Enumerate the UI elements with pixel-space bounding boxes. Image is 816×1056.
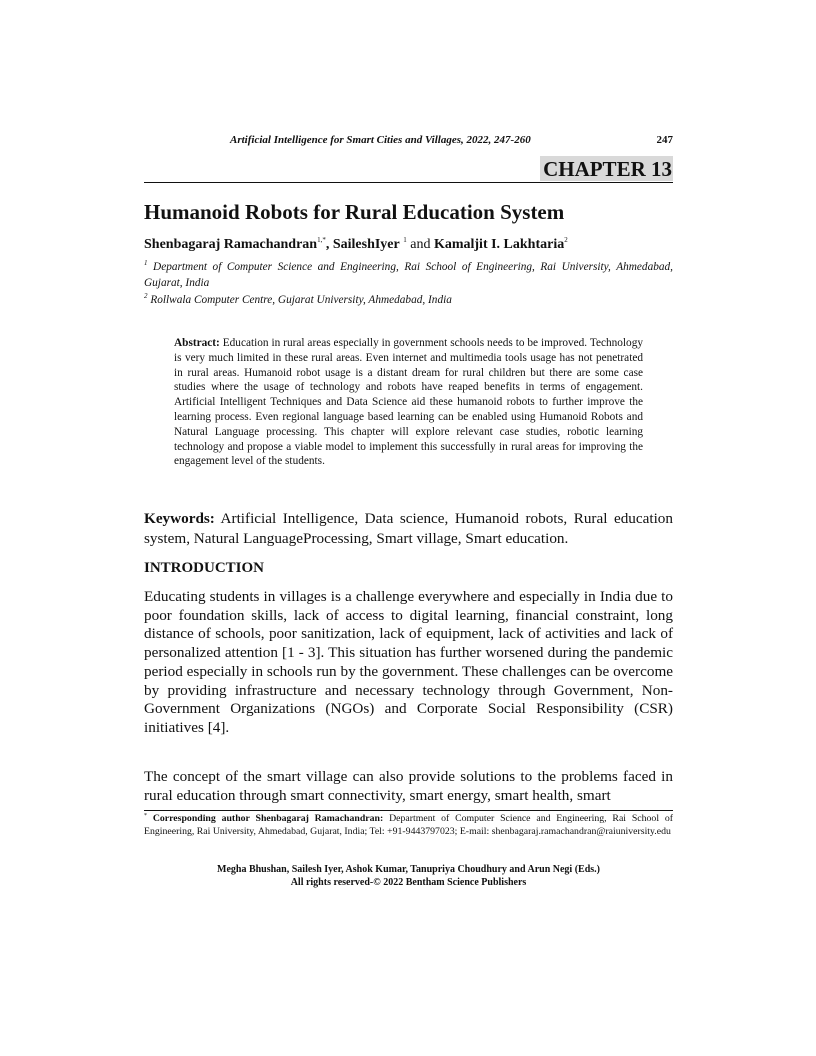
running-head xyxy=(144,134,673,150)
footnote-label: Corresponding author Shenbagaraj Ramachandran: xyxy=(152,813,384,824)
author-name: Kamaljit I. Lakhtaria xyxy=(433,237,565,252)
publisher-info xyxy=(144,864,673,889)
author-affiliation-mark: 1,* xyxy=(317,236,326,244)
rights-line: All rights reserved-© 2022 Bentham Science Publishers xyxy=(290,876,527,888)
affiliation-mark: 1 xyxy=(144,259,148,267)
chapter-divider xyxy=(144,182,673,183)
keywords-text: Artificial Intelligence, Data science, Humanoid robots, Rural education system, Natural LanguageProcessing, Smart village, Smart education. xyxy=(144,510,673,547)
keywords xyxy=(144,509,673,549)
journal-title: Artificial Intelligence for Smart Cities and Villages xyxy=(230,134,462,146)
abstract-text: Education in rural areas especially in government schools needs to be improved. Technology is very much limited in these rural areas. Even internet and multimedia tools usage has not penetrated in rural areas. Humanoid robot usage is a distant dream for rural children but there are some case studies where the usage of technology and robots have reaped benefits in terms of engagement. Artificial Intelligent Techniques and Data Science aid these humanoid robots to further improve the learning process. Even regional language based learning can be enabled using Humanoid Robots and Natural Language processing. This chapter will explore relevant case studies, robotic learning technology and propose a viable model to implement this successfully in rural areas for improving the engagement level of the students. xyxy=(174,337,644,468)
chapter-title: Humanoid Robots for Rural Education System xyxy=(144,200,565,224)
section-heading-introduction: INTRODUCTION xyxy=(144,560,265,576)
running-head-citation xyxy=(230,134,531,146)
corresponding-author-footnote xyxy=(144,813,673,838)
keywords-label: Keywords: xyxy=(144,510,215,527)
affiliation-text: Department of Computer Science and Engineering, Rai School of Engineering, Rai University, Ahmedabad, Gujarat, India xyxy=(144,261,673,289)
author-name: SaileshIyer xyxy=(332,237,400,252)
author-separator: , xyxy=(325,237,333,252)
body-paragraph: Educating students in villages is a challenge everywhere and especially in India due to poor foundation skills, lack of access to digital learning, financial constraint, long distance of schools, poor sanitization, lack of equipment, lack of activities and lack of personalized attention [1 - 3]. This situation has further worsened during the pandemic period especially in schools run by the government. These challenges can be overcome by providing infrastructure and necessary technology through Government, Non-Government Organizations (NGOs) and Corporate Social Responsibility (CSR) initiatives [4]. xyxy=(144,588,673,736)
abstract xyxy=(174,336,643,469)
footnote-divider xyxy=(144,810,673,811)
journal-details: , 2022, 247-260 xyxy=(461,134,531,146)
author-affiliation-mark: 2 xyxy=(564,236,568,244)
affiliation xyxy=(144,260,673,291)
author-list xyxy=(144,236,673,254)
body-paragraph: The concept of the smart village can also provide solutions to the problems faced in rural education through smart connectivity, smart energy, smart health, smart xyxy=(144,768,673,804)
chapter-label: CHAPTER 13 xyxy=(540,156,673,181)
affiliation-text: Rollwala Computer Centre, Gujarat University, Ahmedabad, India xyxy=(150,294,452,306)
footnote-mark: * xyxy=(144,813,147,819)
affiliation xyxy=(144,293,673,309)
abstract-label: Abstract: xyxy=(174,337,220,349)
author-affiliation-mark: 1 xyxy=(403,236,407,244)
author-separator: and xyxy=(406,237,434,252)
footnote-text: Department of Computer Science and Engineering, Rai School of Engineering, Rai University, Ahmedabad, Gujarat, India; Tel: +91-9443797023; E-mail: shenbagaraj.ramachandran@raiuniversity.edu xyxy=(144,813,674,837)
page-number: 247 xyxy=(656,134,673,146)
author-name: Shenbagaraj Ramachandran xyxy=(144,237,318,252)
affiliation-mark: 2 xyxy=(144,292,148,300)
editors-line: Megha Bhushan, Sailesh Iyer, Ashok Kumar, Tanupriya Choudhury and Arun Negi (Eds.) xyxy=(217,864,600,875)
